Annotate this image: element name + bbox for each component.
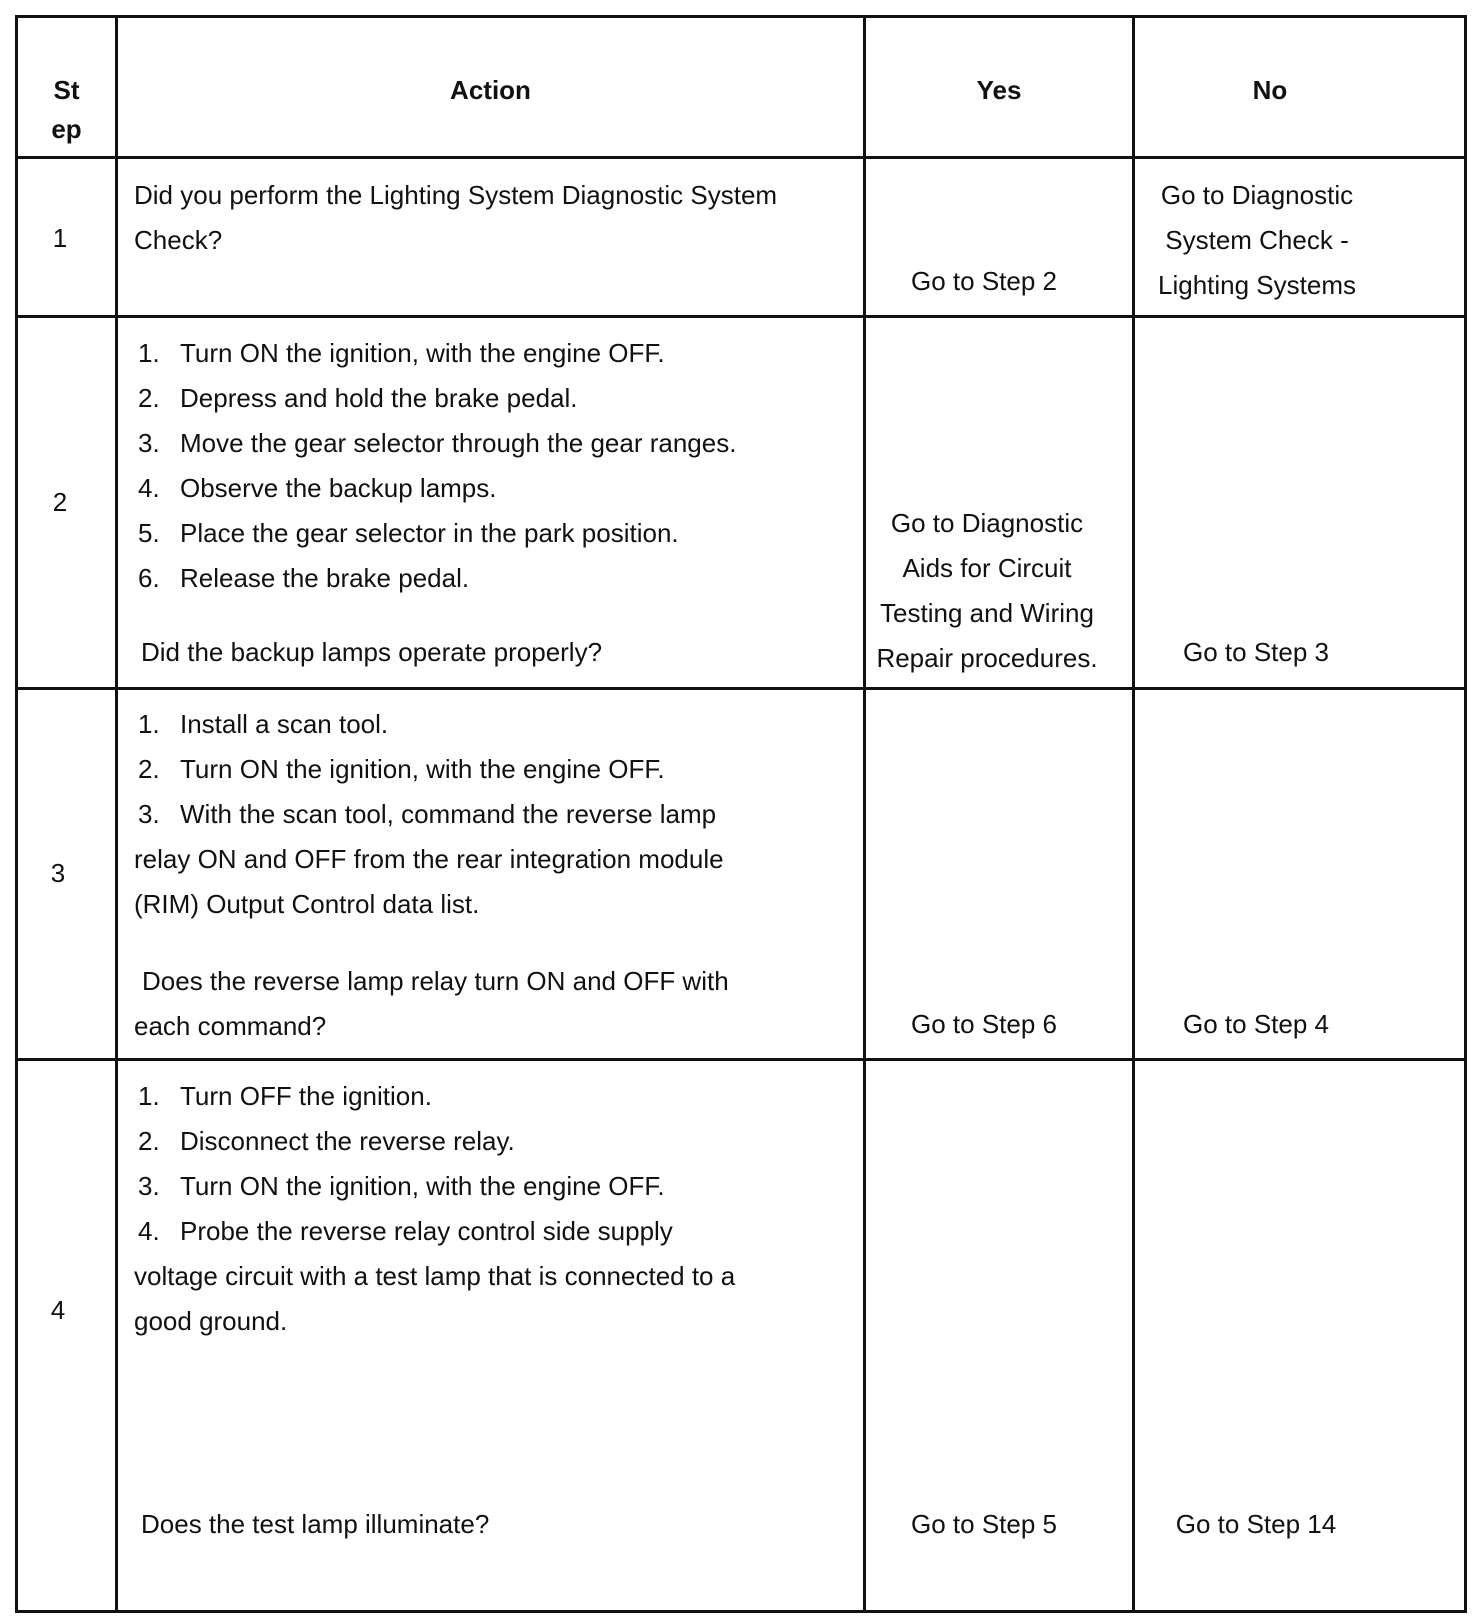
no-line: Lighting Systems [1158,270,1356,300]
yes-line: Go to Diagnostic [890,508,1084,538]
list-item [134,1164,735,1209]
question-row-4: Does the test lamp illuminate? [141,1509,490,1539]
row-divider-2 [18,687,1464,690]
step-number-3: 3 [50,858,66,888]
header-yes: Yes [976,75,1022,105]
row-divider-3 [18,1058,1464,1061]
list-text: Turn OFF the ignition. [180,1081,432,1111]
list-number: 3. [138,1171,160,1201]
list-number: 1. [138,1081,160,1111]
action-row-1 [134,173,777,263]
header-step-line-2: ep [51,114,82,144]
list-number: 2. [138,754,160,784]
step-number-1: 1 [52,223,68,253]
yes-line: Aids for Circuit [902,553,1072,583]
header-action: Action [450,75,531,105]
yes-line: Repair procedures. [876,643,1098,673]
list-item [134,376,736,421]
header-step-line-1: St [53,75,80,105]
question-line: each command? [134,1011,327,1041]
list-number: 6. [138,563,160,593]
yes-row-2 [863,501,1111,681]
list-number: 4. [138,473,160,503]
list-text: Place the gear selector in the park position. [180,518,679,548]
list-item [134,511,736,556]
list-item [134,421,736,466]
no-row-3: Go to Step 4 [1183,1009,1329,1039]
yes-row-1: Go to Step 2 [911,266,1057,296]
list-text: Depress and hold the brake pedal. [180,383,578,413]
yes-row-3: Go to Step 6 [911,1009,1057,1039]
list-text: Move the gear selector through the gear ranges. [180,428,737,458]
list-number: 1. [138,709,160,739]
no-line: Go to Diagnostic [1160,180,1354,210]
list-text: Turn ON the ignition, with the engine OFF. [180,754,665,784]
list-text: Release the brake pedal. [180,563,470,593]
list-text: With the scan tool, command the reverse lamp [180,799,717,829]
no-row-4: Go to Step 14 [1175,1509,1337,1539]
list-item [134,702,724,747]
step-number-4: 4 [50,1295,66,1325]
list-text: Disconnect the reverse relay. [180,1126,515,1156]
list-number: 2. [138,383,160,413]
list-text: Probe the reverse relay control side supply [180,1216,673,1246]
column-divider-action [863,18,866,1610]
row-divider-1 [18,315,1464,318]
no-row-2: Go to Step 3 [1183,637,1329,667]
no-line: System Check - [1165,225,1349,255]
list-item [134,1209,735,1254]
yes-line: Testing and Wiring [880,598,1094,628]
list-item [134,792,724,837]
question-row-3 [134,959,729,1049]
action-row-4 [134,1074,735,1344]
list-item [134,747,724,792]
continuation-line: good ground. [134,1306,288,1336]
list-number: 2. [138,1126,160,1156]
action-row-3 [134,702,724,927]
header-no: No [1252,75,1288,105]
list-number: 1. [138,338,160,368]
list-text: Turn ON the ignition, with the engine OFF. [180,338,665,368]
row-divider-header [18,156,1464,159]
action-row-2 [134,331,736,601]
list-text: Install a scan tool. [180,709,389,739]
list-number: 3. [138,799,160,829]
continuation-line: (RIM) Output Control data list. [134,889,480,919]
action-line: Did you perform the Lighting System Diagnostic System [134,180,778,210]
continuation-line: relay ON and OFF from the rear integration module [134,844,724,874]
question-line: Does the reverse lamp relay turn ON and OFF with [142,966,729,996]
list-item [134,1074,735,1119]
column-divider-step [115,18,118,1610]
diagnostic-table [15,15,1467,1613]
list-item [134,556,736,601]
action-line: Check? [134,225,223,255]
yes-row-4: Go to Step 5 [911,1509,1057,1539]
list-text: Observe the backup lamps. [180,473,497,503]
no-row-1 [1132,173,1382,308]
list-item [134,466,736,511]
list-number: 5. [138,518,160,548]
header-step [18,68,115,152]
list-item [134,331,736,376]
list-text: Turn ON the ignition, with the engine OFF. [180,1171,665,1201]
step-number-2: 2 [52,487,68,517]
list-item [134,1119,735,1164]
question-row-2: Did the backup lamps operate properly? [141,637,603,667]
list-number: 4. [138,1216,160,1246]
continuation-line: voltage circuit with a test lamp that is connected to a [134,1261,736,1291]
list-number: 3. [138,428,160,458]
